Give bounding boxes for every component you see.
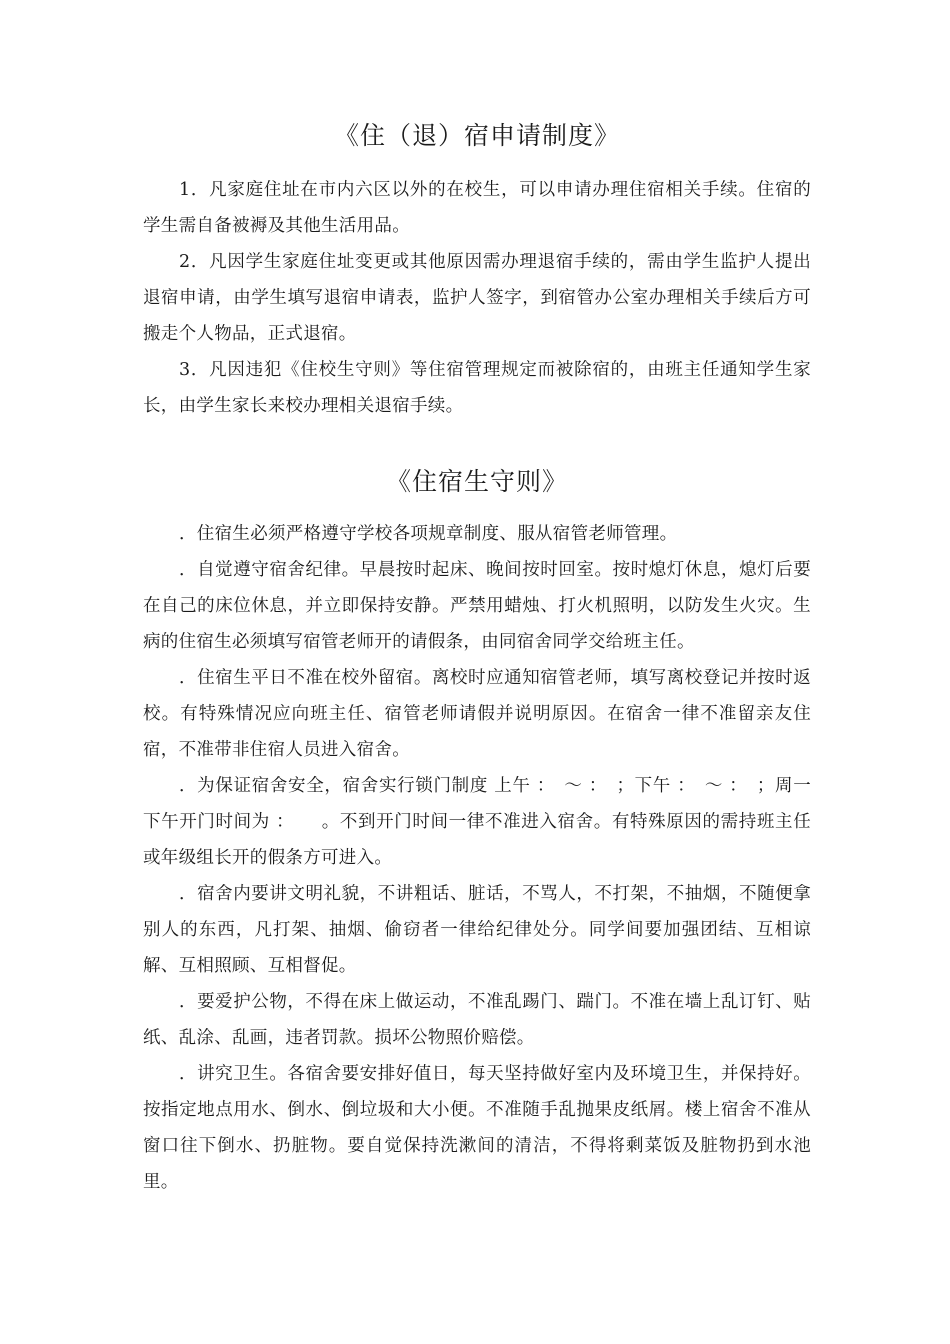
section-title-resident-rules: 《住宿生守则》 (385, 467, 568, 496)
paragraph: 2．凡因学生家庭住址变更或其他原因需办理退宿手续的，需由学生监护人提出退宿申请，由学生填写退宿申请表，监护人签字，到宿管办公室办理相关手续后方可搬走个人物品，正式退宿。 (143, 252, 811, 344)
section-title-dormitory-application: 《住（退）宿申请制度》 (333, 121, 620, 150)
paragraph: ．讲究卫生。各宿舍要安排好值日，每天坚持做好室内及环境卫生，并保持好。按指定地点用水、倒水、倒垃圾和大小便。不准随手乱抛果皮纸屑。楼上宿舍不准从窗口往下倒水、扔脏物。要自觉保持洗漱间的清洁，不得将剩菜饭及脏物扔到水池里。 (143, 1064, 811, 1192)
section-resident-rules (143, 516, 811, 1200)
paragraph: 3．凡因违犯《住校生守则》等住宿管理规定而被除宿的，由班主任通知学生家长，由学生家长来校办理相关退宿手续。 (143, 360, 811, 416)
paragraph: ．宿舍内要讲文明礼貌，不讲粗话、脏话，不骂人，不打架，不抽烟，不随便拿别人的东西，凡打架、抽烟、偷窃者一律给纪律处分。同学间要加强团结、互相谅解、互相照顾、互相督促。 (143, 884, 811, 976)
paragraph: ．住宿生必须严格遵守学校各项规章制度、服从宿管老师管理。 (179, 524, 678, 544)
paragraph: ．为保证宿舍安全，宿舍实行锁门制度 上午 ： ～ ： ；下午 ： ～ ： ；周一下午开门时间为 ： 。不到开门时间一律不准进入宿舍。有特殊原因的需持班主任或年级组长开的假条方可进入。 (143, 776, 811, 868)
paragraph: 1．凡家庭住址在市内六区以外的在校生，可以申请办理住宿相关手续。住宿的学生需自备被褥及其他生活用品。 (143, 180, 811, 236)
section-dormitory-application (143, 172, 811, 424)
paragraph: ．自觉遵守宿舍纪律。早晨按时起床、晚间按时回室。按时熄灯休息，熄灯后要在自己的床位休息，并立即保持安静。严禁用蜡烛、打火机照明，以防发生火灾。生病的住宿生必须填写宿管老师开的请假条，由同宿舍同学交给班主任。 (143, 560, 811, 652)
paragraph: ．要爱护公物，不得在床上做运动，不准乱踢门、踹门。不准在墙上乱订钉、贴纸、乱涂、乱画，违者罚款。损坏公物照价赔偿。 (143, 992, 811, 1048)
paragraph: ．住宿生平日不准在校外留宿。离校时应通知宿管老师，填写离校登记并按时返校。有特殊情况应向班主任、宿管老师请假并说明原因。在宿舍一律不准留亲友住宿，不准带非住宿人员进入宿舍。 (143, 668, 811, 760)
